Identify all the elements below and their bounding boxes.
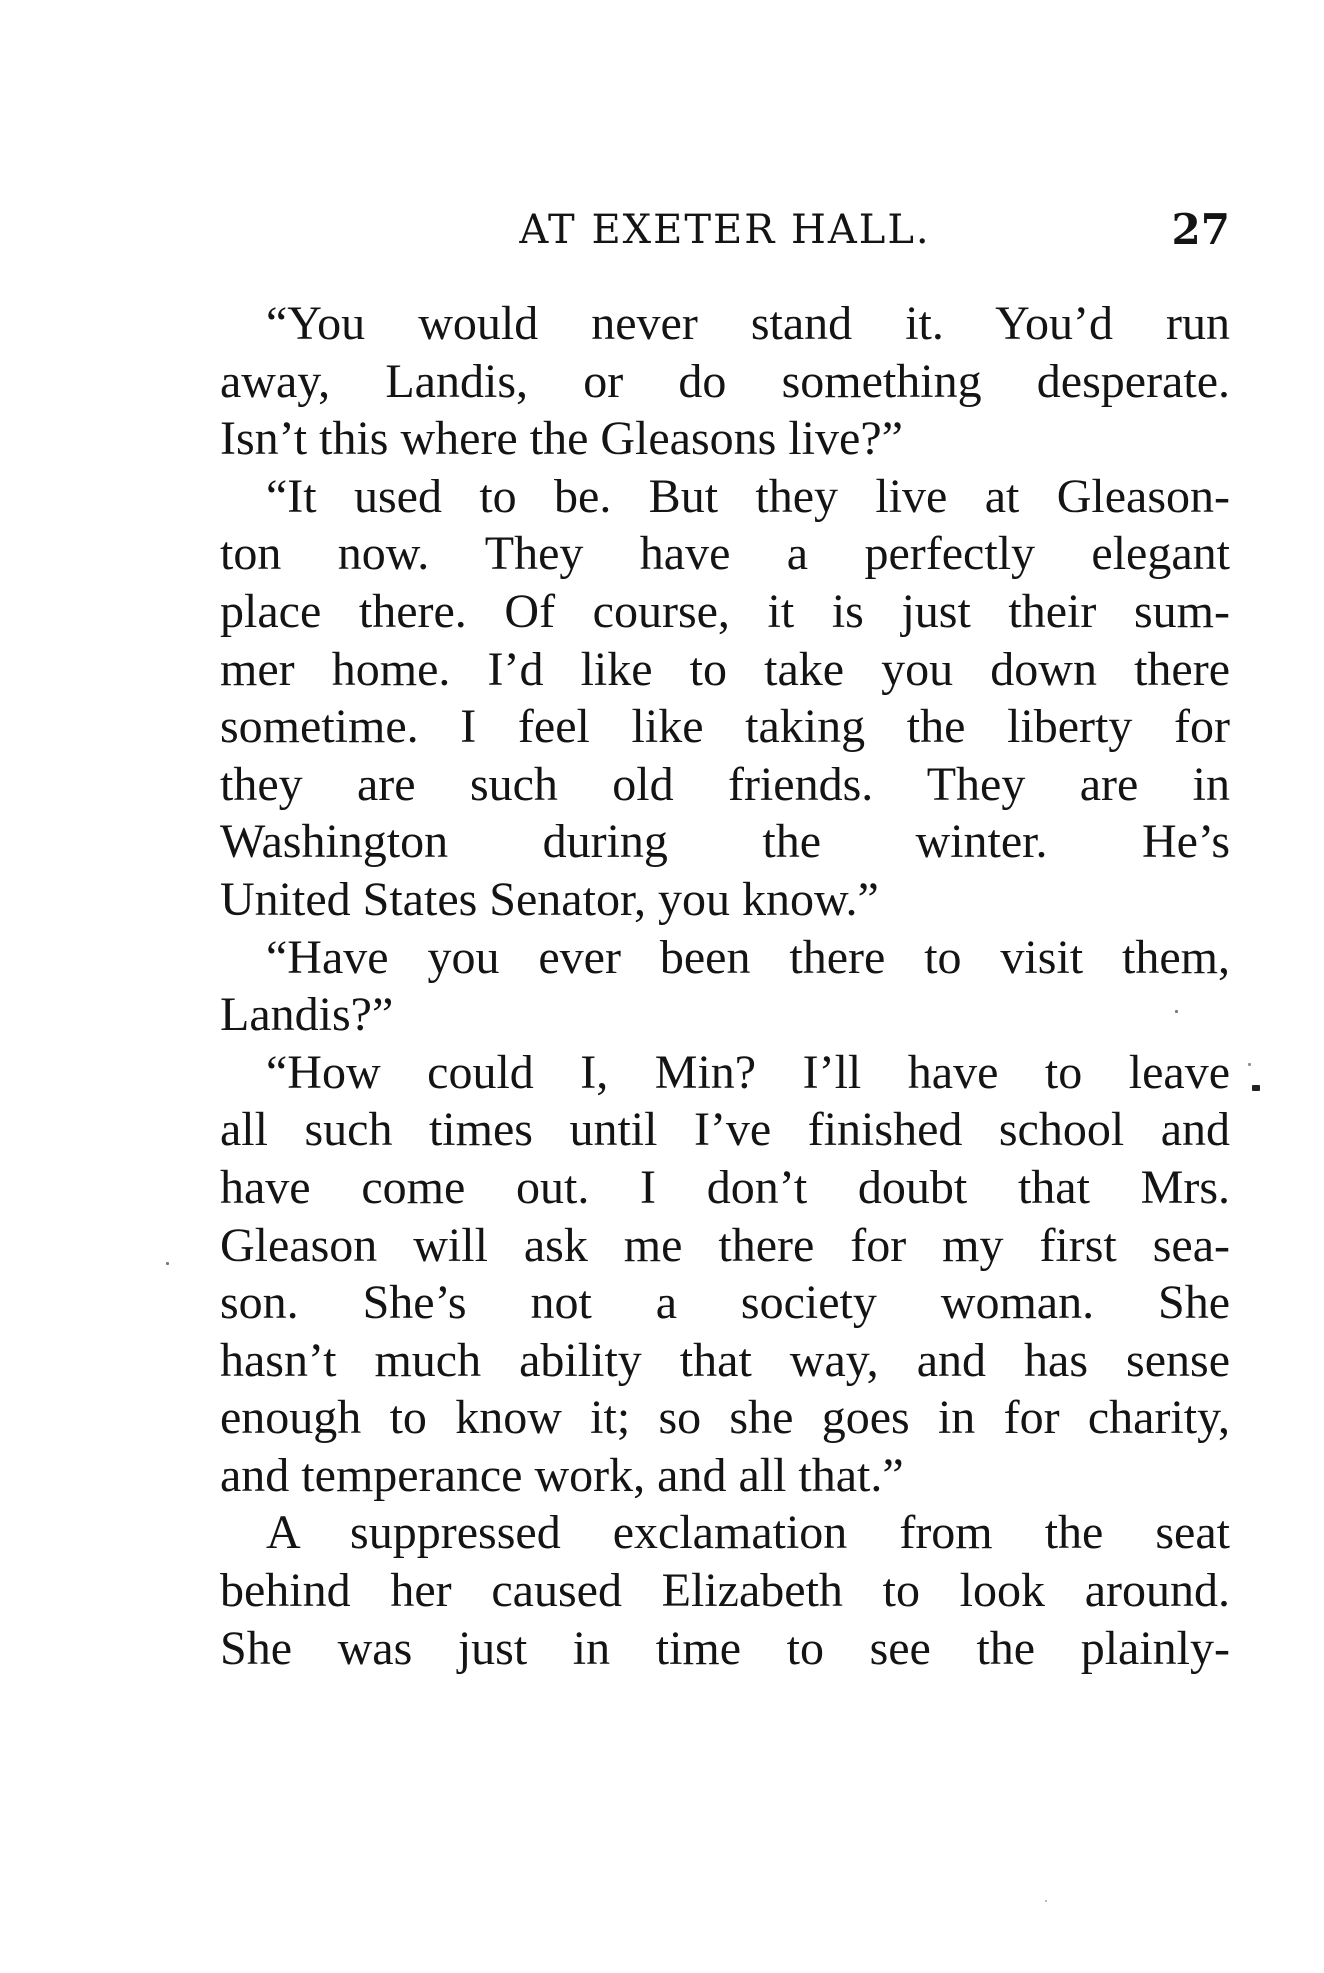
text-line: and temperance work, and all that.” (220, 1448, 904, 1502)
print-speck (1248, 1063, 1251, 1066)
text-line: place there. Of course, it is just their sum- (220, 584, 1230, 638)
running-head-title: AT EXETER HALL. (519, 207, 931, 253)
text-line: Gleason will ask me there for my first sea- (220, 1218, 1230, 1272)
text-line: A suppressed exclamation from the seat (266, 1506, 1230, 1560)
text-line: they are such old friends. They are in (220, 757, 1230, 811)
text-line: enough to know it; so she goes in for charity, (220, 1391, 1230, 1445)
text-line: “Have you ever been there to visit them, (266, 930, 1230, 984)
text-line: hasn’t much ability that way, and has sense (220, 1333, 1230, 1387)
text-line: have come out. I don’t doubt that Mrs. (220, 1160, 1230, 1214)
text-line: away, Landis, or do something desperate. (220, 354, 1230, 408)
text-line: behind her caused Elizabeth to look around. (220, 1564, 1230, 1618)
text-line: ton now. They have a perfectly elegant (220, 527, 1230, 581)
text-line: United States Senator, you know.” (220, 872, 879, 926)
page-number: 27 (1171, 205, 1230, 254)
print-speck (1252, 1085, 1260, 1091)
text-line: all such times until I’ve finished school and (220, 1103, 1230, 1157)
text-line: “It used to be. But they live at Gleason- (266, 469, 1230, 523)
print-speck (1045, 1900, 1047, 1902)
print-speck (166, 1262, 169, 1265)
body-text (220, 295, 1230, 1677)
text-line: Isn’t this where the Gleasons live?” (220, 412, 903, 466)
text-line: “You would never stand it. You’d run (266, 297, 1230, 350)
print-speck (1175, 1010, 1178, 1013)
text-line: She was just in time to see the plainly- (220, 1621, 1230, 1675)
text-line: son. She’s not a society woman. She (220, 1276, 1230, 1330)
running-head (220, 200, 1230, 260)
text-line: “How could I, Min? I’ll have to leave (266, 1045, 1230, 1099)
text-line: mer home. I’d like to take you down there (220, 642, 1230, 696)
text-line: Washington during the winter. He’s (220, 815, 1230, 869)
text-line: sometime. I feel like taking the liberty for (220, 700, 1230, 754)
text-line: Landis?” (220, 988, 394, 1042)
